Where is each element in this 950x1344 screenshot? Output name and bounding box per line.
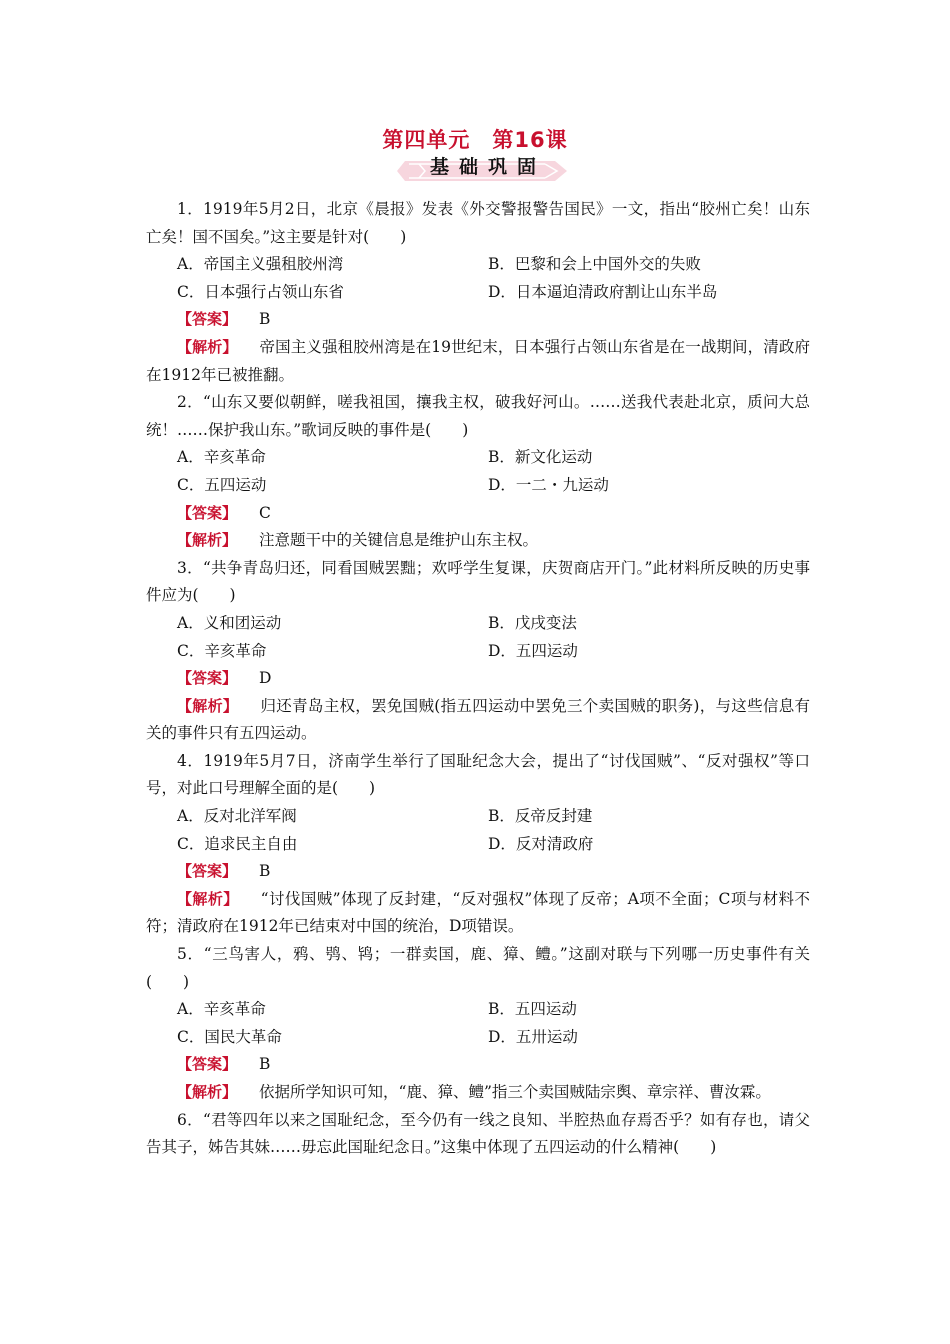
- question-4: [146, 748, 810, 941]
- question-stem: 3．“共争青岛归还，同看国贼罢黜；欢呼学生复课，庆贺商店开门。”此材料所反映的历史事件应为( ): [146, 558, 810, 605]
- option-c: C．五四运动: [177, 475, 267, 494]
- answer-value: C: [259, 503, 271, 522]
- option-b: B．反帝反封建: [488, 807, 593, 826]
- answer-value: D: [259, 669, 272, 688]
- option-c: C．日本强行占领山东省: [177, 282, 344, 301]
- analysis-text: 帝国主义强租胶州湾是在19世纪末，日本强行占领山东省是在一战期间，清政府在1912年已被推翻。: [146, 337, 810, 384]
- answer-label: 【答案】: [177, 862, 238, 881]
- answer-label: 【答案】: [177, 503, 238, 522]
- question-6: [146, 1107, 810, 1162]
- question-stem: 4．1919年5月7日，济南学生举行了国耻纪念大会，提出了“讨伐国贼”、“反对强权”等口号，对此口号理解全面的是( ): [146, 751, 810, 798]
- analysis-label: 【解析】: [177, 696, 239, 715]
- option-a: A．帝国主义强租胶州湾: [177, 255, 344, 274]
- analysis-line: [146, 1079, 810, 1107]
- options-row: [146, 831, 810, 859]
- option-d: D．一二・九运动: [488, 475, 609, 494]
- analysis-line: [146, 334, 810, 389]
- analysis-line: [146, 527, 810, 555]
- answer-line: [146, 858, 810, 886]
- answer-label: 【答案】: [177, 1055, 238, 1074]
- analysis-text: 归还青岛主权，罢免国贼(指五四运动中罢免三个卖国贼的职务)，与这些信息有关的事件只有五四运动。: [146, 696, 810, 743]
- option-d: D．日本逼迫清政府割让山东半岛: [488, 282, 718, 301]
- option-a: A．辛亥革命: [177, 1000, 266, 1019]
- option-c: C．辛亥革命: [177, 641, 267, 660]
- option-b: B．戊戌变法: [488, 613, 577, 632]
- options-row: [146, 472, 810, 500]
- analysis-text: “讨伐国贼”体现了反封建，“反对强权”体现了反帝；A项不全面；C项与材料不符；清政府在1912年已结束对中国的统治，D项错误。: [146, 889, 810, 936]
- option-d: D．反对清政府: [488, 834, 594, 853]
- answer-line: [146, 665, 810, 693]
- lesson-title: 第四单元 第16课: [382, 128, 568, 152]
- option-b: B．五四运动: [488, 1000, 577, 1019]
- analysis-label: 【解析】: [177, 531, 238, 550]
- answer-label: 【答案】: [177, 310, 238, 329]
- option-d: D．五卅运动: [488, 1027, 578, 1046]
- answer-value: B: [259, 1055, 271, 1074]
- section-heading: [395, 152, 571, 188]
- answer-line: [146, 500, 810, 528]
- analysis-label: 【解析】: [177, 1083, 238, 1101]
- analysis-line: [146, 886, 810, 941]
- question-5: [146, 941, 810, 1107]
- question-stem: 1．1919年5月2日，北京《晨报》发表《外交警报警告国民》一文，指出“胶州亡矣！山东亡矣！国不国矣。”这主要是针对( ): [146, 200, 810, 246]
- question-2: [146, 389, 810, 555]
- options-row: [146, 803, 810, 831]
- options-row: [146, 444, 810, 472]
- option-b: B．新文化运动: [488, 448, 593, 467]
- option-d: D．五四运动: [488, 641, 578, 660]
- option-c: C．国民大革命: [177, 1027, 282, 1046]
- option-a: A．辛亥革命: [177, 448, 266, 467]
- answer-label: 【答案】: [177, 669, 238, 688]
- option-a: A．义和团运动: [177, 613, 282, 632]
- answer-value: B: [259, 862, 271, 881]
- option-b: B．巴黎和会上中国外交的失败: [488, 255, 701, 274]
- question-1: [146, 196, 810, 389]
- question-list: [146, 196, 810, 1162]
- question-stem: 5．“三鸟害人，鸦、鸮、鸨；一群卖国，鹿、獐、鳢。”这副对联与下列哪一历史事件有关( ): [146, 945, 810, 991]
- question-3: [146, 555, 810, 748]
- analysis-label: 【解析】: [177, 889, 239, 908]
- answer-line: [146, 1051, 810, 1079]
- options-row: [146, 1024, 810, 1052]
- options-row: [146, 251, 810, 279]
- answer-line: [146, 306, 810, 334]
- options-row: [146, 610, 810, 638]
- options-row: [146, 638, 810, 666]
- options-row: [146, 279, 810, 307]
- analysis-text: 注意题干中的关键信息是维护山东主权。: [259, 531, 539, 550]
- question-stem: 6．“君等四年以来之国耻纪念，至今仍有一线之良知、半腔热血存焉否乎？如有存也，请父告其子，姊告其妹……毋忘此国耻纪念日。”这集中体现了五四运动的什么精神( ): [146, 1110, 810, 1157]
- option-c: C．追求民主自由: [177, 834, 298, 853]
- answer-value: B: [259, 310, 271, 329]
- analysis-line: [146, 693, 810, 748]
- option-a: A．反对北洋军阀: [177, 807, 297, 826]
- section-subtitle: 基础巩固: [429, 156, 546, 178]
- analysis-label: 【解析】: [177, 337, 238, 356]
- options-row: [146, 996, 810, 1024]
- question-stem: 2．“山东又要似朝鲜，嗟我祖国，攘我主权，破我好河山。……送我代表赴北京，质问大总统！……保护我山东。”歌词反映的事件是( ): [146, 393, 810, 439]
- analysis-text: 依据所学知识可知，“鹿、獐、鳢”指三个卖国贼陆宗舆、章宗祥、曹汝霖。: [259, 1083, 771, 1101]
